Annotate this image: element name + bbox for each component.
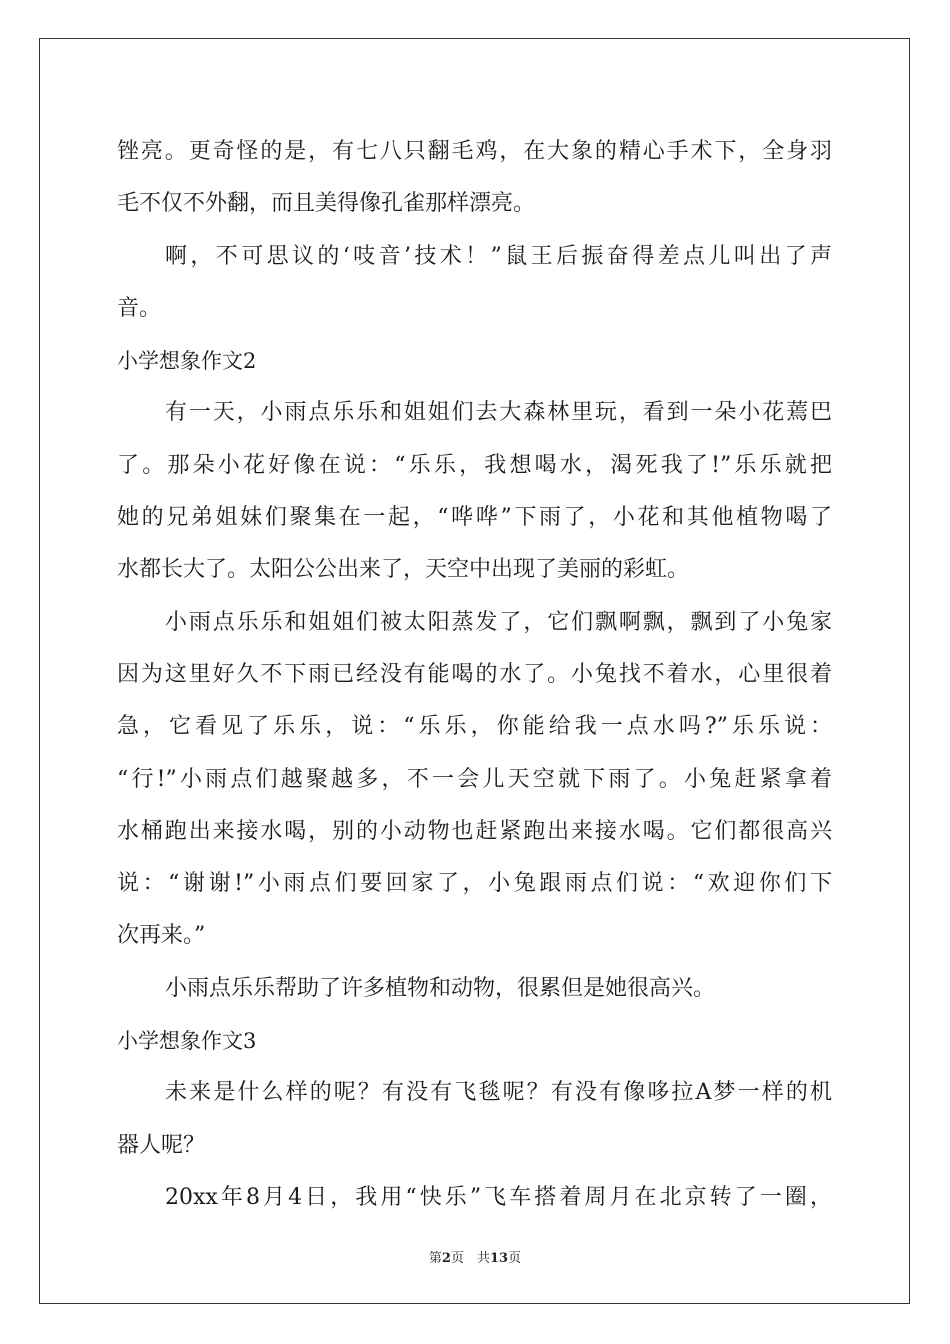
footer-separator: 页 共 bbox=[450, 1251, 490, 1266]
paragraph-start: 未来是什么样的呢？有没有飞毯呢？有没有像哆拉A梦一样的机 bbox=[165, 1080, 832, 1106]
text-line: 急，它看见了乐乐，说：“乐乐，你能给我一点水吗?”乐乐说： bbox=[117, 714, 832, 740]
paragraph-start: 20xx年8月4日，我用“快乐”飞车搭着周月在北京转了一圈， bbox=[165, 1184, 832, 1210]
section-heading: 小学想象作文2 bbox=[117, 349, 257, 374]
text-line: 器人呢？ bbox=[117, 1132, 206, 1158]
page-footer bbox=[0, 1247, 950, 1266]
paragraph-start: 啊，不可思议的‘吱音’技术！”鼠王后振奋得差点儿叫出了声 bbox=[165, 243, 832, 269]
footer-prefix: 第 bbox=[428, 1251, 442, 1266]
text-line: 她的兄弟姐妹们聚集在一起，“哗哗”下雨了，小花和其他植物喝了 bbox=[117, 505, 832, 531]
text-line: 音。 bbox=[117, 295, 162, 321]
section-heading: 小学想象作文3 bbox=[117, 1029, 257, 1054]
footer-suffix: 页 bbox=[508, 1251, 522, 1266]
paragraph-start: 小雨点乐乐和姐姐们被太阳蒸发了，它们飘啊飘，飘到了小兔家 bbox=[165, 609, 832, 635]
paragraph-start: 有一天，小雨点乐乐和姐姐们去大森林里玩，看到一朵小花蔫巴 bbox=[165, 400, 832, 426]
total-page-count: 13 bbox=[489, 1251, 509, 1266]
text-line: 水都长大了。太阳公公出来了，天空中出现了美丽的彩虹。 bbox=[117, 557, 690, 583]
text-line: 次再来。” bbox=[117, 923, 206, 949]
text-line: 锉亮。更奇怪的是，有七八只翻毛鸡，在大象的精心手术下，全身羽 bbox=[117, 139, 832, 164]
paragraph-start: 小雨点乐乐帮助了许多植物和动物，很累但是她很高兴。 bbox=[165, 975, 716, 1001]
text-line: 说：“谢谢!”小雨点们要回家了，小兔跟雨点们说：“欢迎你们下 bbox=[117, 871, 832, 897]
text-line: 因为这里好久不下雨已经没有能喝的水了。小兔找不着水，心里很着 bbox=[117, 661, 832, 687]
text-line: “行!”小雨点们越聚越多，不一会儿天空就下雨了。小兔赶紧拿着 bbox=[117, 766, 832, 792]
text-line: 水桶跑出来接水喝，别的小动物也赶紧跑出来接水喝。它们都很高兴 bbox=[117, 818, 832, 844]
text-line: 了。那朵小花好像在说：“乐乐，我想喝水，渴死我了!”乐乐就把 bbox=[117, 452, 832, 478]
text-line: 毛不仅不外翻，而且美得像孔雀那样漂亮。 bbox=[117, 191, 536, 217]
current-page-number: 2 bbox=[441, 1251, 451, 1266]
document-body bbox=[117, 126, 832, 1224]
